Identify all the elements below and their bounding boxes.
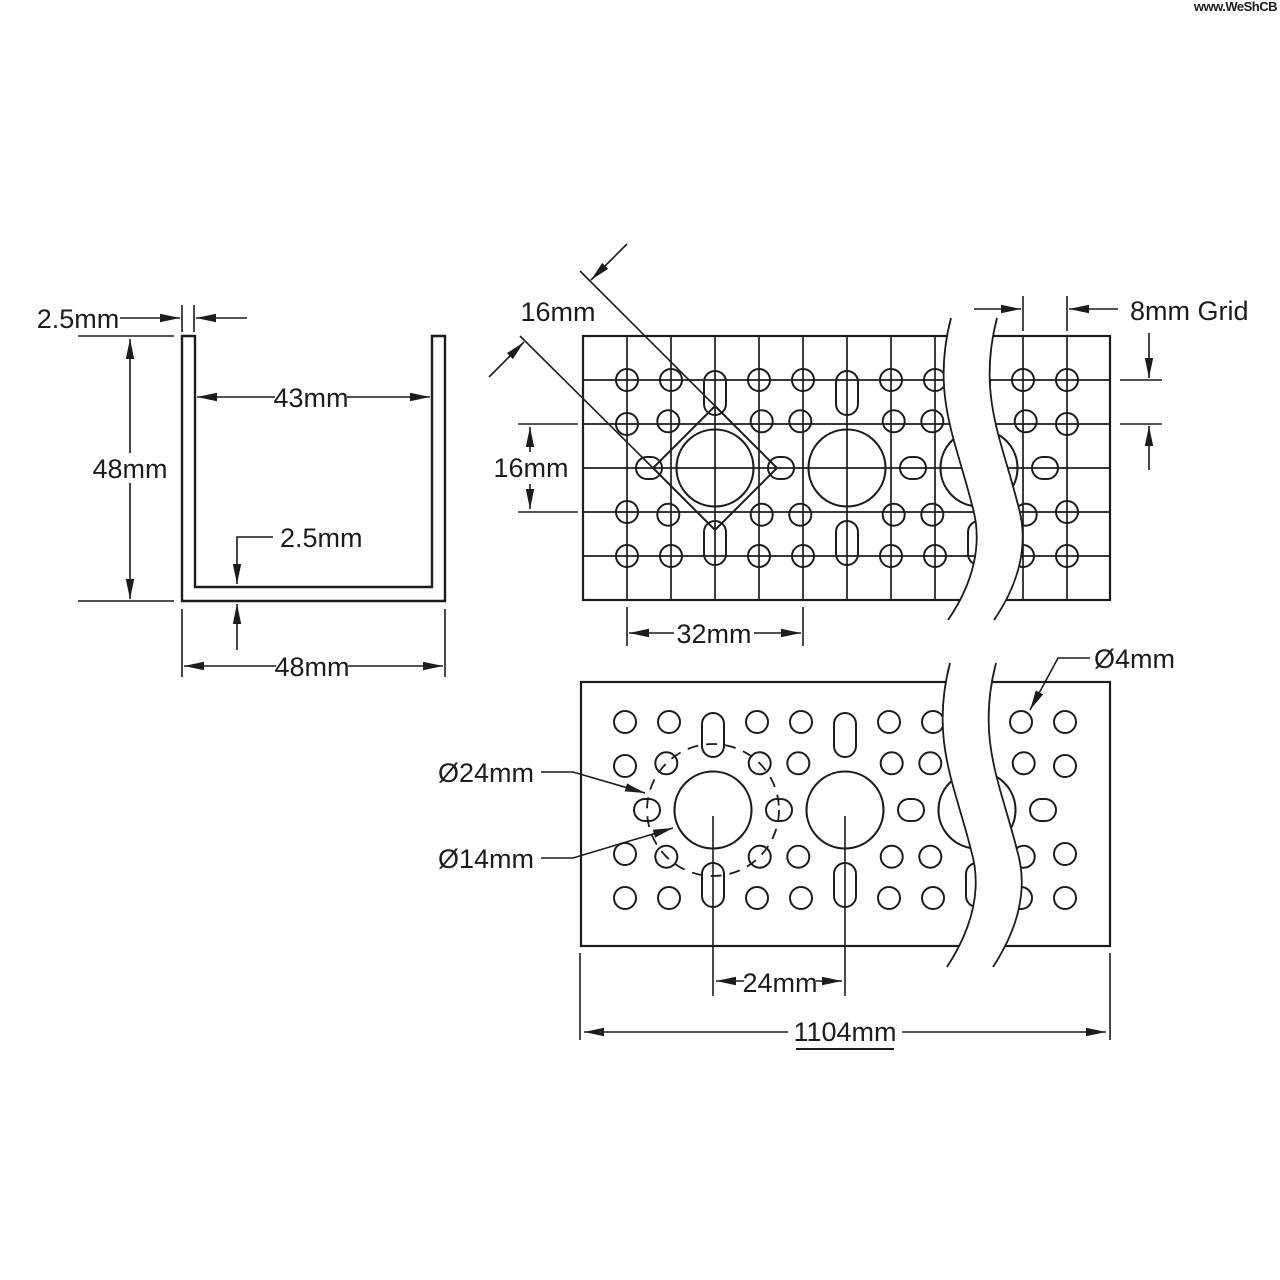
slot-vertical: [834, 713, 856, 757]
small-hole: [919, 752, 941, 774]
small-hole: [789, 410, 811, 432]
face-hole-pattern: [583, 336, 1110, 600]
u-channel-outline: [182, 336, 445, 601]
small-hole: [883, 410, 905, 432]
grid-label: 8mm Grid: [1130, 296, 1249, 326]
small-hole: [878, 887, 900, 909]
small-hole: [746, 711, 768, 733]
small-hole: [751, 504, 773, 526]
small-hole: [1015, 410, 1037, 432]
small-hole: [746, 887, 768, 909]
small-hole: [921, 504, 943, 526]
small-hole: [658, 711, 680, 733]
small-hole: [878, 711, 900, 733]
small-hole: [657, 410, 679, 432]
inner-width-label: 43mm: [273, 383, 349, 413]
slot-horizontal: [898, 799, 924, 821]
row-spacing-label: 16mm: [493, 453, 569, 483]
small-hole: [1010, 711, 1032, 733]
small-hole: [790, 887, 812, 909]
square-size-label: 16mm: [520, 297, 596, 327]
wall-thickness-dim: [120, 305, 247, 332]
overall-length-label: 1104mm: [793, 1017, 897, 1047]
break-band: [943, 663, 1022, 967]
small-hole: [921, 410, 943, 432]
small-hole: [657, 504, 679, 526]
small-hole: [658, 887, 680, 909]
floor-thickness-label: 2.5mm: [280, 523, 363, 553]
small-hole: [789, 504, 811, 526]
small-hole: [614, 887, 636, 909]
small-hole: [787, 752, 809, 774]
small-hole: [655, 752, 677, 774]
small-hole: [1054, 887, 1076, 909]
wall-thickness-label: 2.5mm: [36, 304, 120, 334]
small-hole: [919, 846, 941, 868]
big-hole-leader: [541, 828, 673, 858]
small-hole: [922, 887, 944, 909]
small-hole-label: Ø4mm: [1094, 644, 1175, 674]
small-hole-leader: [1030, 658, 1090, 710]
small-hole: [751, 410, 773, 432]
outer-width-label: 48mm: [274, 652, 350, 682]
small-hole: [787, 846, 809, 868]
pattern-spacing-label: 32mm: [676, 619, 752, 649]
cross-section-view: [78, 305, 445, 677]
labels: [37, 0, 1277, 1047]
small-hole: [614, 843, 636, 865]
bolt-circle-label: Ø24mm: [437, 758, 535, 788]
small-hole: [790, 711, 812, 733]
big-hole-label: Ø14mm: [437, 844, 535, 874]
floor-thickness-dim: [237, 537, 273, 650]
flat-view: [541, 658, 1110, 1049]
small-hole: [881, 752, 903, 774]
small-hole: [614, 711, 636, 733]
small-hole: [614, 755, 636, 777]
height-label: 48mm: [92, 454, 168, 484]
hole-spacing-label: 24mm: [742, 968, 818, 998]
small-hole: [883, 504, 905, 526]
small-hole: [749, 846, 771, 868]
small-hole: [881, 846, 903, 868]
small-hole: [1054, 711, 1076, 733]
watermark-text: www.WeShCB: [1193, 0, 1277, 14]
small-hole: [1054, 843, 1076, 865]
break-band: [944, 318, 1023, 620]
small-hole: [1054, 755, 1076, 777]
square-leaders: [489, 244, 715, 468]
slot-vertical: [702, 713, 724, 757]
slot-horizontal: [1030, 799, 1056, 821]
small-hole: [1013, 752, 1035, 774]
small-hole: [922, 711, 944, 733]
